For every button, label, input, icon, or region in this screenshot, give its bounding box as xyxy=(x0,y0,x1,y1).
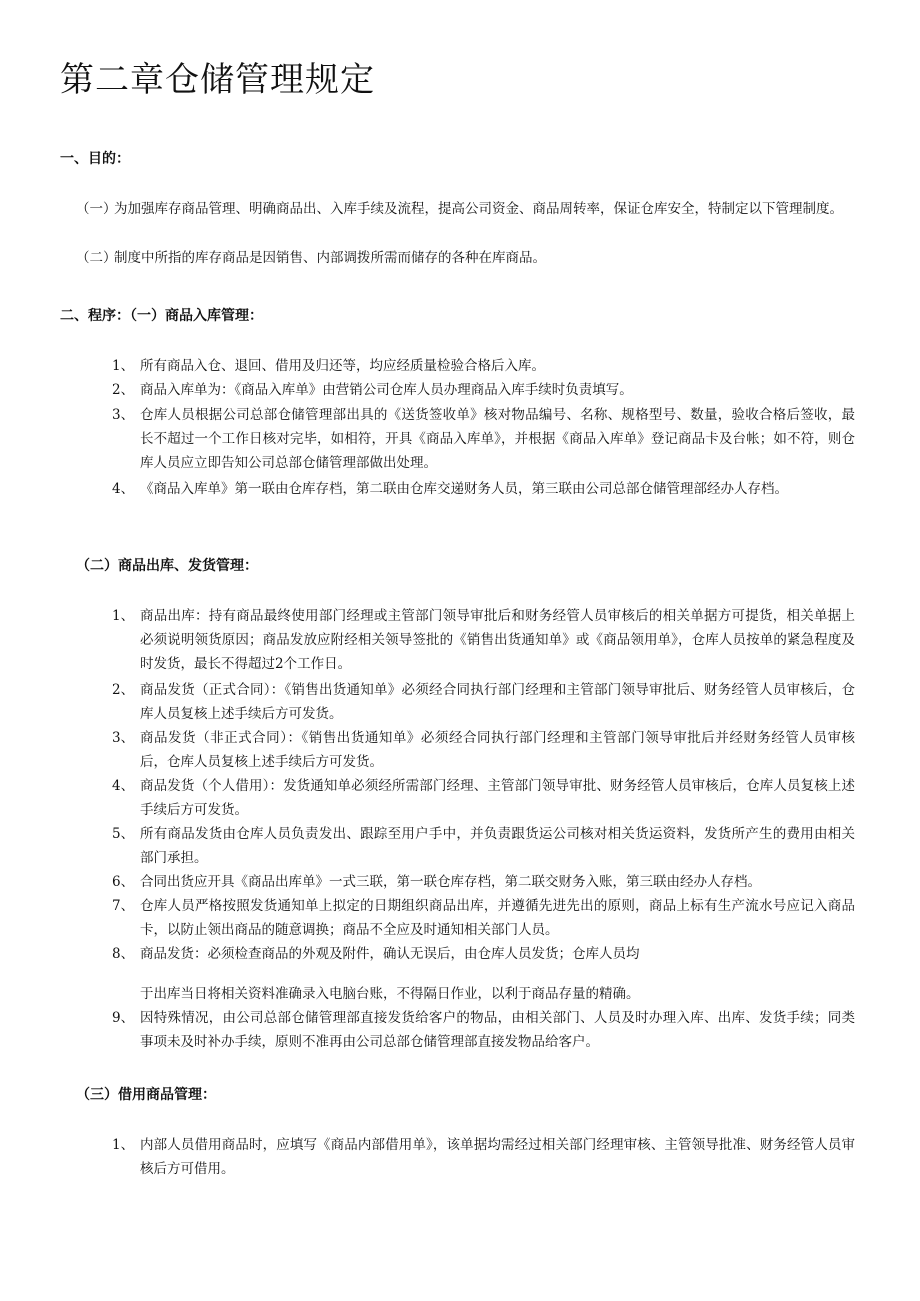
paragraph: 为加强库存商品管理、明确商品出、入库手续及流程，提高公司资金、商品周转率，保证仓库安全，特制定以下管理制度。 xyxy=(114,201,843,217)
item-number: （二） xyxy=(76,250,117,266)
item-number: 1、 xyxy=(112,608,135,624)
paragraph: 所有商品发货由仓库人员负责发出、跟踪至用户手中，并负责跟货运公司核对相关货运资料，发货所产生的费用由相关部门承担。 xyxy=(140,826,855,866)
paragraph: 商品出库：持有商品最终使用部门经理或主管部门领导审批后和财务经管人员审核后的相关单据方可提货，相关单据上必须说明领货原因；商品发放应附经相关领导签批的《销售出货通知单》或《商品领用单》，仓库人员按单的紧急程度及时发货，最长不得超过2个工作日。 xyxy=(140,608,855,672)
paragraph: 商品发货（非正式合同）：《销售出货通知单》必须经合同执行部门经理和主管部门领导审批后并经财务经管人员审核后，仓库人员复核上述手续后方可发货。 xyxy=(140,730,855,770)
paragraph: 商品发货：必须检查商品的外观及附件，确认无误后，由仓库人员发货；仓库人员均 xyxy=(140,946,640,962)
paragraph-continuation: 于出库当日将相关资料准确录入电脑台账，不得隔日作业，以利于商品存量的精确。 xyxy=(140,986,640,1002)
item-number: 1、 xyxy=(112,358,135,374)
paragraph: 仓库人员严格按照发货通知单上拟定的日期组织商品出库，并遵循先进先出的原则，商品上标有生产流水号应记入商品卡，以防止领出商品的随意调换；商品不全应及时通知相关部门人员。 xyxy=(140,898,855,938)
paragraph: 商品发货（正式合同）：《销售出货通知单》必须经合同执行部门经理和主管部门领导审批后、财务经管人员审核后，仓库人员复核上述手续后方可发货。 xyxy=(140,682,855,722)
item-number: （一） xyxy=(76,201,117,217)
paragraph: 仓库人员根据公司总部仓储管理部出具的《送货签收单》核对物品编号、名称、规格型号、数量，验收合格后签收，最长不超过一个工作日核对完毕，如相符，开具《商品入库单》，并根据《商品入库单》登记商品卡及台帐；如不符，则仓库人员应立即告知公司总部仓储管理部做出处理。 xyxy=(140,407,855,471)
item-number: 3、 xyxy=(112,407,135,423)
item-number: 1、 xyxy=(112,1137,135,1153)
item-number: 3、 xyxy=(112,730,135,746)
paragraph: 商品发货（个人借用）：发货通知单必须经所需部门经理、主管部门领导审批、财务经管人员审核后，仓库人员复核上述手续后方可发货。 xyxy=(140,778,855,818)
item-number: 9、 xyxy=(112,1010,135,1026)
paragraph: 《商品入库单》第一联由仓库存档，第二联由仓库交递财务人员，第三联由公司总部仓储管理部经办人存档。 xyxy=(140,481,788,497)
item-number: 2、 xyxy=(112,682,135,698)
item-number: 6、 xyxy=(112,874,135,890)
section-heading-purpose: 一、目的： xyxy=(60,151,130,167)
item-number: 4、 xyxy=(112,778,135,794)
item-number: 7、 xyxy=(112,898,135,914)
item-number: 8、 xyxy=(112,946,135,962)
page-title: 第二章仓储管理规定 xyxy=(60,60,375,100)
item-number: 2、 xyxy=(112,382,135,398)
paragraph: 所有商品入仓、退回、借用及归还等，均应经质量检验合格后入库。 xyxy=(140,358,545,374)
paragraph: 内部人员借用商品时，应填写《商品内部借用单》，该单据均需经过相关部门经理审核、主管领导批准、财务经管人员审核后方可借用。 xyxy=(140,1137,855,1177)
section-heading-borrowing: （三）借用商品管理： xyxy=(76,1087,216,1103)
paragraph: 制度中所指的库存商品是因销售、内部调拨所需而储存的各种在库商品。 xyxy=(114,250,546,266)
item-number: 5、 xyxy=(112,826,135,842)
paragraph: 因特殊情况，由公司总部仓储管理部直接发货给客户的物品，由相关部门、人员及时办理入库、出库、发货手续；同类事项未及时补办手续，原则不准再由公司总部仓储管理部直接发物品给客户。 xyxy=(140,1010,855,1050)
paragraph: 合同出货应开具《商品出库单》一式三联，第一联仓库存档，第二联交财务入账，第三联由经办人存档。 xyxy=(140,874,761,890)
item-number: 4、 xyxy=(112,481,135,497)
section-heading-outbound: （二）商品出库、发货管理： xyxy=(76,558,258,574)
paragraph: 商品入库单为：《商品入库单》由营销公司仓库人员办理商品入库手续时负责填写。 xyxy=(140,382,633,398)
section-heading-procedure: 二、程序：（一）商品入库管理： xyxy=(60,308,263,324)
